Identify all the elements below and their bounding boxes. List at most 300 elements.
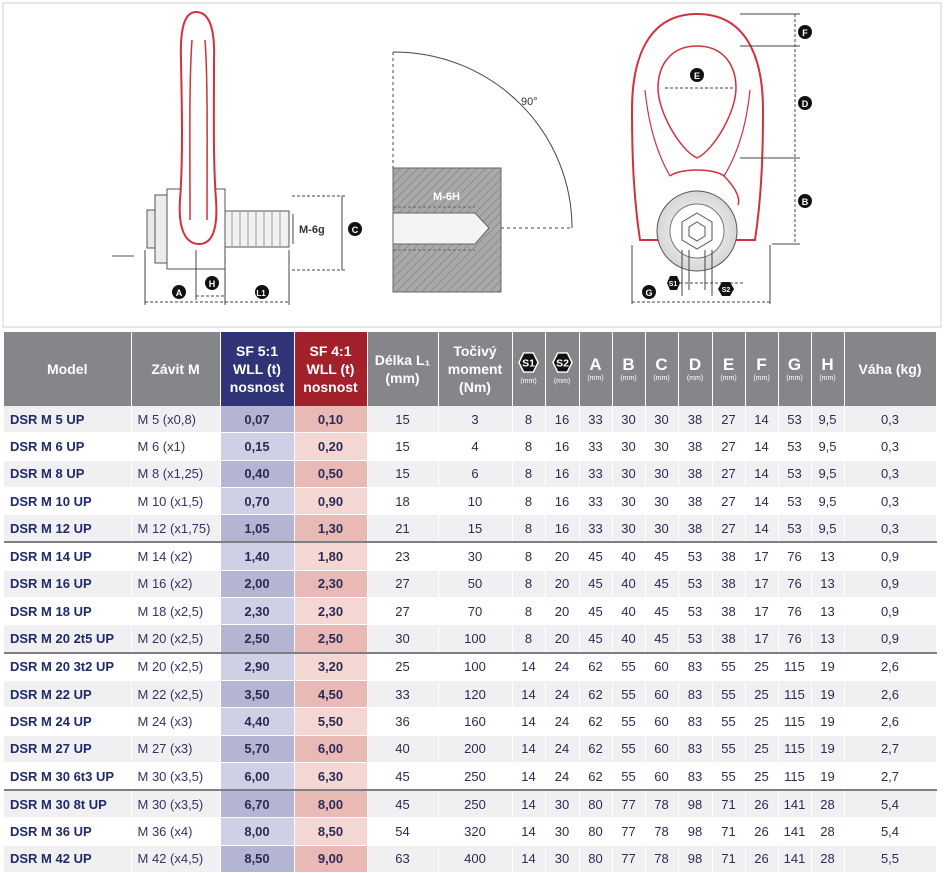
cell-length-l1: 63 bbox=[367, 845, 438, 872]
cell-f: 25 bbox=[745, 735, 778, 762]
cell-g: 115 bbox=[778, 708, 811, 735]
header-dim-a bbox=[579, 332, 612, 406]
svg-text:M-6g: M-6g bbox=[299, 224, 325, 236]
header-sf5: SF 5:1 WLL (t) nosnost bbox=[220, 332, 294, 406]
cell-sf5-wll: 1,40 bbox=[220, 542, 294, 570]
cell-h: 19 bbox=[811, 653, 844, 681]
cell-thread: M 30 (x3,5) bbox=[131, 762, 220, 790]
header-dim-unit: (mm) bbox=[819, 374, 836, 382]
cell-sf4-wll: 0,50 bbox=[294, 460, 367, 487]
cell-e: 38 bbox=[712, 625, 745, 653]
cell-sf4-wll: 9,00 bbox=[294, 845, 367, 872]
cell-model: DSR M 30 8t UP bbox=[4, 790, 131, 818]
cell-torque: 250 bbox=[438, 790, 512, 818]
cell-sf5-wll: 0,40 bbox=[220, 460, 294, 487]
cell-length-l1: 45 bbox=[367, 790, 438, 818]
cell-c: 78 bbox=[645, 818, 678, 845]
cell-a: 45 bbox=[579, 542, 612, 570]
cell-torque: 100 bbox=[438, 625, 512, 653]
cell-weight: 0,3 bbox=[844, 433, 936, 460]
cell-s2: 20 bbox=[545, 625, 579, 653]
cell-e: 55 bbox=[712, 735, 745, 762]
cell-s1: 8 bbox=[512, 515, 545, 543]
cell-length-l1: 18 bbox=[367, 487, 438, 514]
cell-weight: 2,6 bbox=[844, 680, 936, 707]
table-row bbox=[4, 433, 936, 460]
cell-length-l1: 33 bbox=[367, 680, 438, 707]
cell-torque: 3 bbox=[438, 406, 512, 433]
cell-d: 98 bbox=[678, 790, 712, 818]
cell-s2: 24 bbox=[545, 680, 579, 707]
cell-d: 38 bbox=[678, 487, 712, 514]
cell-s2: 16 bbox=[545, 515, 579, 543]
table-header-row bbox=[4, 332, 936, 406]
cell-g: 76 bbox=[778, 542, 811, 570]
cell-model: DSR M 14 UP bbox=[4, 542, 131, 570]
cell-a: 62 bbox=[579, 653, 612, 681]
cell-model: DSR M 10 UP bbox=[4, 487, 131, 514]
cell-e: 55 bbox=[712, 653, 745, 681]
cell-h: 13 bbox=[811, 625, 844, 653]
cell-d: 83 bbox=[678, 762, 712, 790]
header-dim-unit: (mm) bbox=[786, 374, 803, 382]
header-sf4: SF 4:1 WLL (t) nosnost bbox=[294, 332, 367, 406]
cell-s1: 8 bbox=[512, 487, 545, 514]
cell-g: 76 bbox=[778, 598, 811, 625]
cell-e: 38 bbox=[712, 570, 745, 597]
cell-f: 14 bbox=[745, 406, 778, 433]
cell-thread: M 16 (x2) bbox=[131, 570, 220, 597]
table-row bbox=[4, 762, 936, 790]
cell-d: 83 bbox=[678, 653, 712, 681]
cell-g: 115 bbox=[778, 680, 811, 707]
header-dim-unit: (mm) bbox=[520, 378, 537, 385]
cell-model: DSR M 8 UP bbox=[4, 460, 131, 487]
cell-e: 55 bbox=[712, 708, 745, 735]
dim-label-c bbox=[348, 222, 362, 236]
table-row bbox=[4, 625, 936, 653]
cell-b: 40 bbox=[612, 625, 645, 653]
header-torque: Točivý moment (Nm) bbox=[438, 332, 512, 406]
cell-sf5-wll: 6,70 bbox=[220, 790, 294, 818]
cell-weight: 5,4 bbox=[844, 818, 936, 845]
cell-length-l1: 15 bbox=[367, 433, 438, 460]
cell-s1: 14 bbox=[512, 790, 545, 818]
svg-text:A: A bbox=[175, 288, 183, 298]
header-model: Model bbox=[4, 332, 131, 406]
cell-s1: 14 bbox=[512, 653, 545, 681]
dim-label-a bbox=[172, 285, 186, 299]
cell-s2: 16 bbox=[545, 433, 579, 460]
cell-b: 40 bbox=[612, 542, 645, 570]
cell-model: DSR M 20 2t5 UP bbox=[4, 625, 131, 653]
cell-c: 45 bbox=[645, 542, 678, 570]
cell-e: 71 bbox=[712, 845, 745, 872]
cell-b: 30 bbox=[612, 487, 645, 514]
cell-s2: 24 bbox=[545, 653, 579, 681]
cell-model: DSR M 5 UP bbox=[4, 406, 131, 433]
tapped-hole-drawing bbox=[393, 52, 572, 292]
cell-b: 55 bbox=[612, 653, 645, 681]
cell-thread: M 6 (x1) bbox=[131, 433, 220, 460]
cell-b: 30 bbox=[612, 515, 645, 543]
cell-c: 30 bbox=[645, 433, 678, 460]
cell-f: 25 bbox=[745, 762, 778, 790]
cell-c: 45 bbox=[645, 570, 678, 597]
header-dim-f bbox=[745, 332, 778, 406]
header-dim-unit: (mm) bbox=[587, 374, 604, 382]
cell-e: 71 bbox=[712, 790, 745, 818]
cell-sf4-wll: 3,20 bbox=[294, 653, 367, 681]
cell-length-l1: 15 bbox=[367, 406, 438, 433]
cell-thread: M 42 (x4,5) bbox=[131, 845, 220, 872]
cell-sf4-wll: 6,00 bbox=[294, 735, 367, 762]
dim-label-d bbox=[798, 96, 812, 110]
cell-h: 9,5 bbox=[811, 487, 844, 514]
cell-s2: 30 bbox=[545, 818, 579, 845]
cell-sf5-wll: 2,00 bbox=[220, 570, 294, 597]
cell-e: 38 bbox=[712, 598, 745, 625]
cell-h: 19 bbox=[811, 762, 844, 790]
cell-f: 14 bbox=[745, 460, 778, 487]
cell-e: 71 bbox=[712, 818, 745, 845]
cell-b: 40 bbox=[612, 570, 645, 597]
cell-c: 60 bbox=[645, 708, 678, 735]
cell-length-l1: 27 bbox=[367, 598, 438, 625]
cell-sf4-wll: 6,30 bbox=[294, 762, 367, 790]
cell-d: 83 bbox=[678, 735, 712, 762]
cell-d: 38 bbox=[678, 406, 712, 433]
header-dim-unit: (mm) bbox=[653, 374, 670, 382]
cell-weight: 0,9 bbox=[844, 570, 936, 597]
cell-g: 115 bbox=[778, 762, 811, 790]
cell-sf4-wll: 8,50 bbox=[294, 818, 367, 845]
cell-s2: 16 bbox=[545, 487, 579, 514]
cell-weight: 0,9 bbox=[844, 625, 936, 653]
cell-length-l1: 45 bbox=[367, 762, 438, 790]
cell-sf4-wll: 2,50 bbox=[294, 625, 367, 653]
cell-s1: 14 bbox=[512, 818, 545, 845]
cell-h: 28 bbox=[811, 845, 844, 872]
cell-sf5-wll: 4,40 bbox=[220, 708, 294, 735]
cell-model: DSR M 18 UP bbox=[4, 598, 131, 625]
cell-e: 27 bbox=[712, 406, 745, 433]
cell-sf4-wll: 8,00 bbox=[294, 790, 367, 818]
header-dim-g bbox=[778, 332, 811, 406]
cell-f: 17 bbox=[745, 598, 778, 625]
cell-s1: 8 bbox=[512, 406, 545, 433]
cell-thread: M 10 (x1,5) bbox=[131, 487, 220, 514]
table-row bbox=[4, 680, 936, 707]
cell-torque: 6 bbox=[438, 460, 512, 487]
cell-g: 53 bbox=[778, 460, 811, 487]
cell-c: 45 bbox=[645, 598, 678, 625]
table-row bbox=[4, 818, 936, 845]
dim-label-l1 bbox=[255, 285, 269, 299]
svg-text:B: B bbox=[801, 197, 809, 207]
cell-weight: 0,3 bbox=[844, 515, 936, 543]
cell-weight: 0,3 bbox=[844, 460, 936, 487]
cell-sf4-wll: 4,50 bbox=[294, 680, 367, 707]
cell-h: 28 bbox=[811, 790, 844, 818]
cell-a: 80 bbox=[579, 818, 612, 845]
cell-length-l1: 25 bbox=[367, 653, 438, 681]
cell-s2: 16 bbox=[545, 406, 579, 433]
cell-f: 17 bbox=[745, 625, 778, 653]
cell-sf5-wll: 8,50 bbox=[220, 845, 294, 872]
cell-a: 62 bbox=[579, 708, 612, 735]
cell-f: 17 bbox=[745, 570, 778, 597]
cell-a: 33 bbox=[579, 460, 612, 487]
cell-sf5-wll: 0,07 bbox=[220, 406, 294, 433]
cell-d: 98 bbox=[678, 845, 712, 872]
cell-g: 141 bbox=[778, 818, 811, 845]
cell-thread: M 8 (x1,25) bbox=[131, 460, 220, 487]
cell-f: 14 bbox=[745, 487, 778, 514]
cell-a: 62 bbox=[579, 735, 612, 762]
cell-s1: 14 bbox=[512, 762, 545, 790]
header-dim-label: G bbox=[787, 354, 802, 374]
table-row bbox=[4, 406, 936, 433]
svg-text:G: G bbox=[645, 288, 653, 298]
cell-model: DSR M 36 UP bbox=[4, 818, 131, 845]
svg-text:S1: S1 bbox=[668, 281, 678, 288]
header-dim-unit: (mm) bbox=[720, 374, 737, 382]
cell-sf5-wll: 0,70 bbox=[220, 487, 294, 514]
cell-g: 141 bbox=[778, 845, 811, 872]
cell-a: 33 bbox=[579, 487, 612, 514]
svg-text:D: D bbox=[801, 99, 809, 109]
cell-a: 33 bbox=[579, 515, 612, 543]
cell-weight: 0,3 bbox=[844, 487, 936, 514]
cell-s1: 8 bbox=[512, 598, 545, 625]
dim-label-b bbox=[798, 194, 812, 208]
cell-weight: 5,5 bbox=[844, 845, 936, 872]
cell-a: 80 bbox=[579, 845, 612, 872]
dim-label-g bbox=[642, 285, 656, 299]
dim-label-s2 bbox=[718, 282, 734, 296]
cell-torque: 4 bbox=[438, 433, 512, 460]
table-row bbox=[4, 487, 936, 514]
cell-thread: M 18 (x2,5) bbox=[131, 598, 220, 625]
cell-s2: 30 bbox=[545, 845, 579, 872]
cell-sf4-wll: 1,30 bbox=[294, 515, 367, 543]
cell-c: 30 bbox=[645, 460, 678, 487]
cell-weight: 2,6 bbox=[844, 708, 936, 735]
cell-e: 27 bbox=[712, 487, 745, 514]
cell-a: 45 bbox=[579, 598, 612, 625]
cell-a: 80 bbox=[579, 790, 612, 818]
cell-sf5-wll: 2,30 bbox=[220, 598, 294, 625]
cell-s1: 8 bbox=[512, 433, 545, 460]
cell-g: 76 bbox=[778, 625, 811, 653]
cell-torque: 120 bbox=[438, 680, 512, 707]
svg-text:90°: 90° bbox=[521, 96, 538, 108]
header-dim-unit: (mm) bbox=[620, 374, 637, 382]
cell-s2: 24 bbox=[545, 762, 579, 790]
cell-h: 9,5 bbox=[811, 406, 844, 433]
cell-model: DSR M 12 UP bbox=[4, 515, 131, 543]
cell-b: 77 bbox=[612, 845, 645, 872]
cell-b: 55 bbox=[612, 708, 645, 735]
cell-d: 53 bbox=[678, 598, 712, 625]
cell-b: 77 bbox=[612, 790, 645, 818]
table-row bbox=[4, 515, 936, 543]
header-dim-unit: (mm) bbox=[753, 374, 770, 382]
cell-h: 9,5 bbox=[811, 433, 844, 460]
dim-label-f bbox=[798, 25, 812, 39]
cell-h: 9,5 bbox=[811, 460, 844, 487]
header-dim-label: F bbox=[756, 354, 767, 374]
svg-text:M-6H: M-6H bbox=[433, 191, 460, 203]
cell-a: 62 bbox=[579, 680, 612, 707]
cell-model: DSR M 20 3t2 UP bbox=[4, 653, 131, 681]
cell-e: 55 bbox=[712, 762, 745, 790]
hex-badge-icon bbox=[552, 352, 573, 373]
cell-a: 45 bbox=[579, 625, 612, 653]
cell-thread: M 24 (x3) bbox=[131, 708, 220, 735]
cell-length-l1: 27 bbox=[367, 570, 438, 597]
cell-sf5-wll: 6,00 bbox=[220, 762, 294, 790]
cell-f: 26 bbox=[745, 790, 778, 818]
cell-e: 27 bbox=[712, 460, 745, 487]
cell-c: 60 bbox=[645, 735, 678, 762]
cell-sf4-wll: 5,50 bbox=[294, 708, 367, 735]
cell-length-l1: 30 bbox=[367, 625, 438, 653]
cell-sf5-wll: 5,70 bbox=[220, 735, 294, 762]
header-dim-e bbox=[712, 332, 745, 406]
header-dim-unit: (mm) bbox=[686, 374, 704, 382]
header-dim-label: E bbox=[722, 354, 735, 374]
cell-sf5-wll: 8,00 bbox=[220, 818, 294, 845]
cell-d: 53 bbox=[678, 542, 712, 570]
cell-s2: 24 bbox=[545, 708, 579, 735]
table-row bbox=[4, 570, 936, 597]
cell-torque: 10 bbox=[438, 487, 512, 514]
cell-b: 55 bbox=[612, 762, 645, 790]
svg-text:H: H bbox=[208, 279, 216, 289]
cell-f: 25 bbox=[745, 680, 778, 707]
cell-length-l1: 21 bbox=[367, 515, 438, 543]
cell-model: DSR M 6 UP bbox=[4, 433, 131, 460]
cell-d: 53 bbox=[678, 625, 712, 653]
cell-h: 19 bbox=[811, 708, 844, 735]
cell-c: 78 bbox=[645, 845, 678, 872]
cell-weight: 2,7 bbox=[844, 762, 936, 790]
cell-length-l1: 23 bbox=[367, 542, 438, 570]
cell-b: 30 bbox=[612, 433, 645, 460]
cell-b: 30 bbox=[612, 406, 645, 433]
cell-weight: 2,7 bbox=[844, 735, 936, 762]
header-weight: Váha (kg) bbox=[844, 332, 936, 406]
cell-s2: 16 bbox=[545, 460, 579, 487]
cell-length-l1: 36 bbox=[367, 708, 438, 735]
cell-model: DSR M 22 UP bbox=[4, 680, 131, 707]
svg-text:C: C bbox=[351, 225, 359, 235]
cell-torque: 50 bbox=[438, 570, 512, 597]
cell-sf5-wll: 3,50 bbox=[220, 680, 294, 707]
header-dim-unit: (mm) bbox=[553, 378, 571, 385]
cell-torque: 15 bbox=[438, 515, 512, 543]
cell-b: 55 bbox=[612, 735, 645, 762]
cell-f: 14 bbox=[745, 433, 778, 460]
cell-s1: 14 bbox=[512, 708, 545, 735]
cell-d: 38 bbox=[678, 460, 712, 487]
cell-sf4-wll: 0,20 bbox=[294, 433, 367, 460]
cell-s2: 30 bbox=[545, 790, 579, 818]
cell-f: 25 bbox=[745, 708, 778, 735]
header-dim-label: B bbox=[622, 354, 635, 374]
hex-badge-label: S1 bbox=[522, 357, 535, 370]
cell-h: 9,5 bbox=[811, 515, 844, 543]
table-row bbox=[4, 460, 936, 487]
cell-d: 38 bbox=[678, 433, 712, 460]
svg-text:L1: L1 bbox=[256, 289, 266, 298]
cell-a: 45 bbox=[579, 570, 612, 597]
cell-sf5-wll: 0,15 bbox=[220, 433, 294, 460]
cell-thread: M 20 (x2,5) bbox=[131, 625, 220, 653]
cell-d: 53 bbox=[678, 570, 712, 597]
header-dim-label: D bbox=[688, 354, 702, 374]
technical-drawings bbox=[0, 0, 944, 330]
table-row bbox=[4, 845, 936, 872]
cell-thread: M 30 (x3,5) bbox=[131, 790, 220, 818]
cell-sf4-wll: 0,10 bbox=[294, 406, 367, 433]
header-dim-label: H bbox=[821, 354, 834, 374]
cell-f: 14 bbox=[745, 515, 778, 543]
header-dim-c bbox=[645, 332, 678, 406]
cell-model: DSR M 42 UP bbox=[4, 845, 131, 872]
cell-weight: 2,6 bbox=[844, 653, 936, 681]
table-row bbox=[4, 708, 936, 735]
cell-f: 26 bbox=[745, 818, 778, 845]
cell-thread: M 14 (x2) bbox=[131, 542, 220, 570]
cell-c: 60 bbox=[645, 762, 678, 790]
cell-d: 38 bbox=[678, 515, 712, 543]
cell-model: DSR M 27 UP bbox=[4, 735, 131, 762]
table-row bbox=[4, 542, 936, 570]
cell-sf4-wll: 1,80 bbox=[294, 542, 367, 570]
cell-b: 40 bbox=[612, 598, 645, 625]
hex-badge-icon bbox=[518, 352, 539, 373]
header-dim-s1 bbox=[512, 332, 545, 406]
cell-a: 33 bbox=[579, 406, 612, 433]
table-body bbox=[4, 406, 936, 873]
cell-torque: 320 bbox=[438, 818, 512, 845]
cell-weight: 5,4 bbox=[844, 790, 936, 818]
cell-g: 53 bbox=[778, 406, 811, 433]
table-row bbox=[4, 735, 936, 762]
cell-torque: 250 bbox=[438, 762, 512, 790]
cell-thread: M 5 (x0,8) bbox=[131, 406, 220, 433]
header-dim-d bbox=[678, 332, 712, 406]
cell-s2: 24 bbox=[545, 735, 579, 762]
cell-g: 53 bbox=[778, 515, 811, 543]
cell-h: 28 bbox=[811, 818, 844, 845]
cell-h: 13 bbox=[811, 598, 844, 625]
cell-c: 78 bbox=[645, 790, 678, 818]
cell-s2: 20 bbox=[545, 570, 579, 597]
cell-s1: 14 bbox=[512, 845, 545, 872]
cell-g: 53 bbox=[778, 433, 811, 460]
cell-s1: 8 bbox=[512, 542, 545, 570]
cell-g: 76 bbox=[778, 570, 811, 597]
table-row bbox=[4, 653, 936, 681]
header-dim-b bbox=[612, 332, 645, 406]
table-row bbox=[4, 790, 936, 818]
header-dim-label: A bbox=[589, 354, 602, 374]
header-dim-h bbox=[811, 332, 844, 406]
